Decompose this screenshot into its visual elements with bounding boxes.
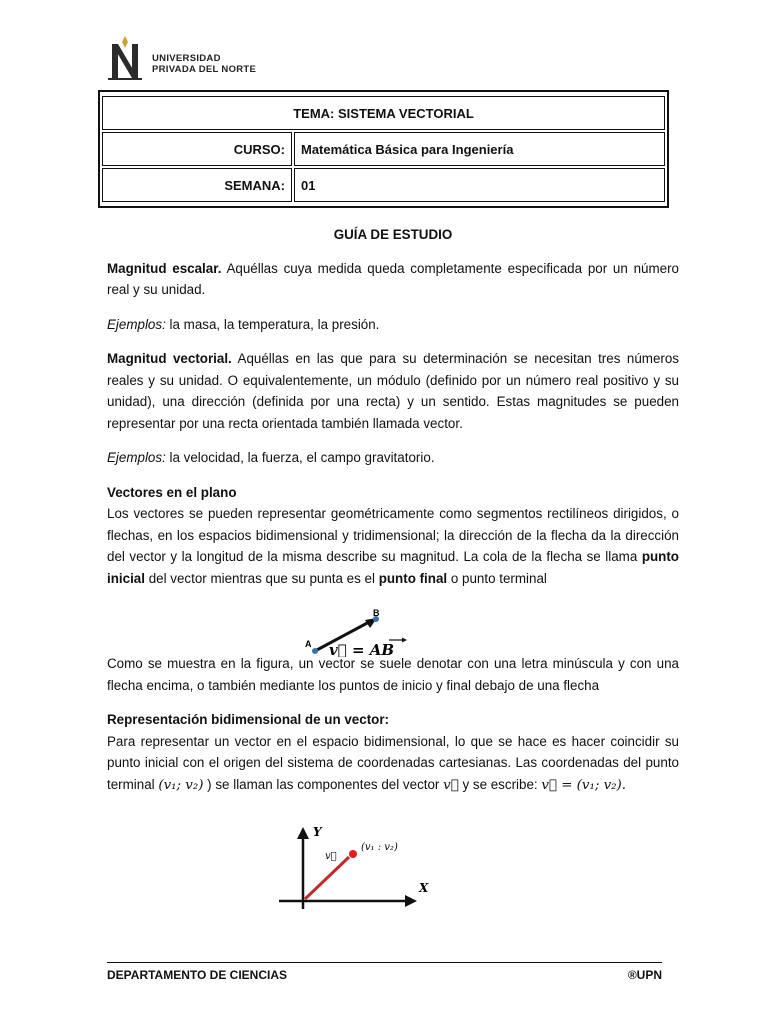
bidim-paragraph	[107, 731, 679, 797]
vector-ab-figure	[303, 607, 423, 657]
plano-text1: Los vectores se pueden representar geométricamente como segmentos rectilíneos dirigidos, o flechas, en los espacios bidimensional y tridimensional; la dirección de la flecha da la dirección del vector y la longitud de la misma describe su magnitud. La cola de la flecha se llama	[107, 506, 679, 564]
x-axis-arrow	[405, 895, 417, 907]
point-a	[312, 648, 318, 654]
punto-inicial: punto inicial	[107, 549, 679, 586]
point-v-label: (v₁ : v₂)	[361, 842, 398, 853]
university-name-line1: UNIVERSIDAD	[152, 53, 221, 64]
tema-cell: TEMA: SISTEMA VECTORIAL	[102, 96, 665, 130]
vector-v-line	[305, 857, 349, 899]
label-a: A	[305, 639, 312, 649]
curso-value: Matemática Básica para Ingeniería	[294, 132, 665, 166]
vectorial-examples	[107, 447, 679, 469]
curso-label: CURSO:	[102, 132, 292, 166]
bidim-text2: ) se llaman las componentes del vector	[203, 776, 444, 792]
y-axis-arrow	[297, 827, 309, 839]
university-logo	[108, 36, 268, 82]
bidim-heading: Representación bidimensional de un vector:	[107, 712, 390, 727]
y-axis-label: Y	[313, 825, 322, 839]
header-table	[98, 90, 669, 208]
plano-text2: del vector mientras que su punta es el	[144, 570, 379, 586]
university-name-line2: PRIVADA DEL NORTE	[152, 63, 257, 75]
plano-text3: o punto terminal	[447, 570, 547, 586]
point-v	[349, 850, 357, 858]
vectorial-text: Aquéllas en las que para su determinación se necesitan tres números reales y su unidad. O equivalentemente, un módulo (definido por un número real positivo y su unidad), una dirección (definida por una recta) y un sentido. Estas magnitudes se pueden representar por una recta orientada también llamada vector.	[107, 351, 679, 431]
escalar-examples-text: la masa, la temperatura, la presión.	[165, 316, 380, 332]
vector-equation: v⃗ = AB	[329, 641, 395, 657]
bidim-text1: Para representar un vector en el espacio bidimensional, lo que se hace es hacer coincidir su punto inicial con el origen del sistema de coordenadas cartesianas. Las coordenadas del punto terminal	[107, 733, 679, 792]
vectorial-examples-text: la velocidad, la fuerza, el campo gravitatorio.	[165, 450, 435, 465]
logo-n-icon	[108, 36, 148, 82]
footer-department: DEPARTAMENTO DE CIENCIAS	[107, 968, 288, 982]
escalar-examples	[107, 314, 679, 336]
label-b: B	[373, 608, 380, 618]
escalar-text: Aquéllas cuya medida queda completamente especificada por un número real y su unidad.	[107, 260, 679, 297]
guide-title: GUÍA DE ESTUDIO	[333, 227, 453, 242]
page-footer	[107, 962, 662, 982]
bidim-text3: y se escribe:	[458, 776, 542, 792]
bidim-coord: (v₁; v₂)	[158, 777, 204, 793]
escalar-term: Magnitud escalar.	[107, 260, 222, 276]
plano-paragraph	[107, 503, 679, 589]
document-body	[107, 224, 679, 796]
footer-copyright: ®UPN	[627, 968, 662, 982]
semana-label: SEMANA:	[102, 168, 292, 202]
semana-value: 01	[294, 168, 665, 202]
ejemplos-label-2: Ejemplos:	[107, 450, 166, 465]
ab-overline-arrow	[402, 638, 407, 643]
vectorial-paragraph	[107, 348, 679, 434]
plano-heading: Vectores en el plano	[107, 484, 237, 500]
escalar-paragraph	[107, 258, 679, 301]
vector-v-label: v⃗	[325, 851, 337, 862]
vectorial-term: Magnitud vectorial.	[107, 351, 232, 366]
coordinate-figure	[277, 823, 437, 913]
bidim-v: v⃗	[443, 777, 459, 793]
ejemplos-label: Ejemplos:	[107, 316, 166, 332]
x-axis-label: X	[419, 881, 429, 895]
punto-final: punto final	[378, 570, 448, 586]
como-paragraph: Como se muestra en la figura, un vector se suele denotar con una letra minúscula y con una flecha encima, o también mediante los puntos de inicio y final debajo de una flecha	[107, 656, 679, 693]
bidim-eq: v⃗ = (v₁; v₂).	[541, 777, 627, 793]
